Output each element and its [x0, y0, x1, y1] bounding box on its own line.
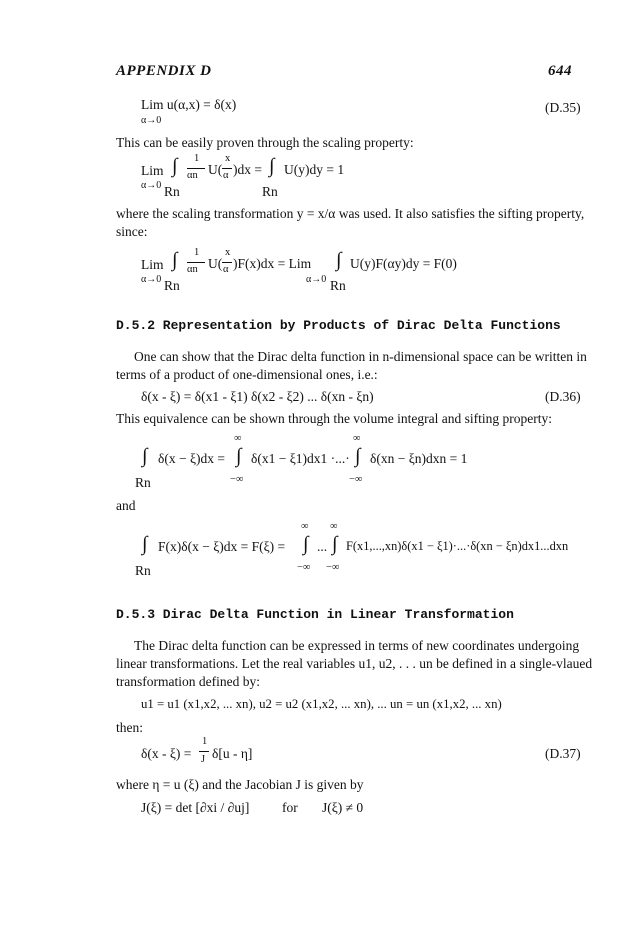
scaling-frac-num: 1: [194, 153, 200, 164]
sifting-frac-den: αn: [187, 264, 198, 275]
sifting-inner-den: α: [223, 264, 229, 275]
scaling-inner-bar: [222, 168, 232, 169]
scaling-tail-2: U(y)dy = 1: [284, 162, 345, 177]
volume-part-2: δ(x1 − ξ1)dx1 ·...·: [251, 451, 350, 466]
f-upper-1: ∞: [301, 521, 309, 532]
equation-d36-number: (D.36): [545, 389, 581, 404]
equation-d35-number: (D.35): [545, 100, 581, 115]
scaling-u: U(: [208, 162, 223, 177]
scaling-lim-sub: α→0: [141, 180, 162, 191]
scaling-integral-2: ∫: [269, 155, 275, 177]
f-dots: ...: [317, 539, 328, 554]
d37-frac-num: 1: [202, 736, 208, 747]
section-heading-d52: D.5.2 Representation by Products of Dirac Delta Functions: [116, 318, 561, 333]
paragraph-scaling: This can be easily proven through the scaling property:: [116, 135, 414, 150]
page-number: 644: [548, 63, 572, 79]
sifting-inner-bar: [222, 262, 232, 263]
volume-upper-1: ∞: [234, 433, 242, 444]
d37-lhs: δ(x - ξ) =: [141, 746, 192, 761]
sifting-tail-2: U(y)F(αy)dy = F(0): [350, 256, 457, 271]
sifting-inner-num: x: [225, 247, 231, 258]
paragraph-d53-line2: linear transformations. Let the real variables u1, u2, . . . un be defined in a single-vlaued: [116, 656, 593, 671]
volume-lower-1: −∞: [230, 474, 244, 485]
f-upper-2: ∞: [330, 521, 338, 532]
f-part-2: F(x1,...,xn)δ(x1 − ξ1)·...·δ(xn − ξn)dx1...dxn: [346, 539, 569, 553]
scaling-domain-2: Rn: [262, 184, 278, 199]
volume-upper-2: ∞: [353, 433, 361, 444]
jacobian-for: for: [282, 800, 298, 815]
equation-d35-limit-sub: α→0: [141, 115, 162, 126]
d37-rhs: δ[u - η]: [212, 746, 253, 761]
sifting-integral-1: ∫: [172, 249, 178, 271]
paragraph-transform-line1: where the scaling transformation y = x/α was used. It also satisfies the sifting property,: [116, 206, 585, 221]
scaling-tail-1: )dx =: [233, 162, 262, 177]
paragraph-where: where η = u (ξ) and the Jacobian J is given by: [116, 777, 364, 792]
equation-d37-number: (D.37): [545, 746, 581, 761]
word-and: and: [116, 498, 136, 513]
sifting-frac-bar: [187, 262, 205, 263]
f-lower-1: −∞: [297, 562, 311, 573]
f-integral-2: ∫: [303, 533, 309, 555]
scaling-integral-1: ∫: [172, 155, 178, 177]
running-header-left: APPENDIX D: [116, 63, 212, 79]
sifting-lim: Lim: [141, 257, 164, 272]
word-then: then:: [116, 720, 143, 735]
volume-part-1: δ(x − ξ)dx =: [158, 451, 225, 466]
volume-integral-1: ∫: [142, 445, 148, 467]
jacobian-lhs: J(ξ) = det [∂xi / ∂uj]: [141, 800, 250, 815]
paragraph-d53-line3: transformation defined by:: [116, 674, 260, 689]
equation-transform: u1 = u1 (x1,x2, ... xn), u2 = u2 (x1,x2, ... xn), ... un = un (x1,x2, ... xn): [141, 697, 502, 711]
f-integral-3: ∫: [332, 533, 338, 555]
scaling-frac-den: αn: [187, 170, 198, 181]
equation-d35-body: Lim u(α,x) = δ(x): [141, 97, 237, 112]
scaling-inner-den: α: [223, 170, 229, 181]
jacobian-condition: J(ξ) ≠ 0: [322, 800, 364, 815]
sifting-integral-2: ∫: [336, 249, 342, 271]
d37-frac-den: J: [201, 754, 206, 765]
volume-integral-3: ∫: [355, 445, 361, 467]
sifting-lim2-sub: α→0: [306, 274, 327, 285]
equation-d36-body: δ(x - ξ) = δ(x1 - ξ1) δ(x2 - ξ2) ... δ(xn - ξn): [141, 389, 374, 404]
f-part-1: F(x)δ(x − ξ)dx = F(ξ) =: [158, 539, 286, 554]
paragraph-volume: This equivalence can be shown through the volume integral and sifting property:: [116, 411, 553, 426]
sifting-domain-1: Rn: [164, 278, 180, 293]
volume-part-3: δ(xn − ξn)dxn = 1: [370, 451, 468, 466]
scaling-frac-bar: [187, 168, 205, 169]
sifting-frac-num: 1: [194, 247, 200, 258]
f-lower-2: −∞: [326, 562, 340, 573]
d37-frac-bar: [199, 751, 209, 752]
sifting-u: U(: [208, 256, 223, 271]
scaling-lim: Lim: [141, 163, 164, 178]
paragraph-d52-line2: terms of a product of one-dimensional ones, i.e.:: [116, 367, 378, 382]
paragraph-d53-line1: The Dirac delta function can be expressed in terms of new coordinates undergoing: [134, 638, 580, 653]
scaling-domain-1: Rn: [164, 184, 180, 199]
section-heading-d53: D.5.3 Dirac Delta Function in Linear Transformation: [116, 607, 514, 622]
volume-lower-2: −∞: [349, 474, 363, 485]
volume-domain: Rn: [135, 475, 151, 490]
f-integral-1: ∫: [142, 533, 148, 555]
scaling-inner-num: x: [225, 153, 231, 164]
sifting-domain-2: Rn: [330, 278, 346, 293]
paragraph-transform-line2: since:: [116, 224, 148, 239]
sifting-lim-sub: α→0: [141, 274, 162, 285]
volume-integral-2: ∫: [236, 445, 242, 467]
paragraph-d52-line1: One can show that the Dirac delta function in n-dimensional space can be written in: [134, 349, 587, 364]
f-domain: Rn: [135, 563, 151, 578]
sifting-tail-1: )F(x)dx = Lim: [233, 256, 312, 271]
